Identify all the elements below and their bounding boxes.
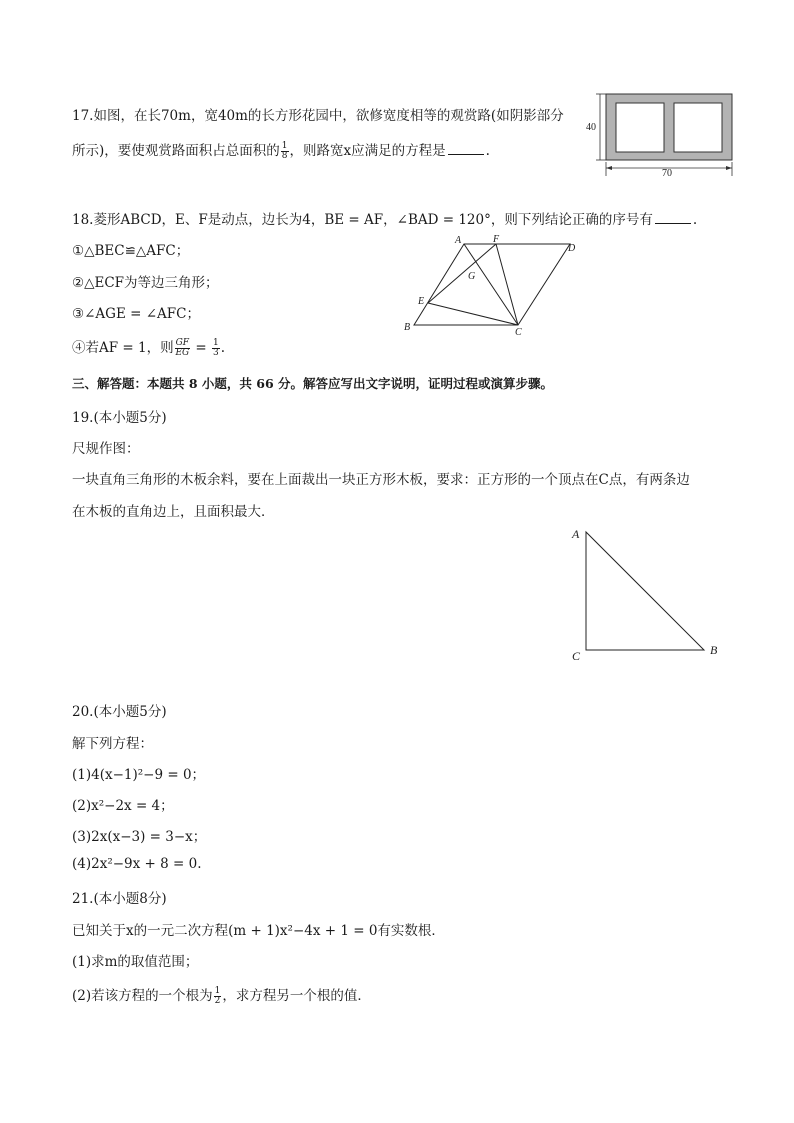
label-E: E <box>418 296 425 307</box>
right-triangle-ABC <box>586 532 704 650</box>
label-C: C <box>515 327 522 338</box>
frac1-den: EG <box>175 348 190 358</box>
frac2-num: 1 <box>212 338 219 348</box>
q21-p2-end: ，求方程另一个根的值． <box>222 988 371 1004</box>
frac2-den: 3 <box>212 348 219 358</box>
q17-line2 <box>72 139 490 161</box>
segment-FE <box>428 244 496 303</box>
label-A: A <box>572 527 580 541</box>
q21-frac-den: 2 <box>214 996 221 1006</box>
q18-stem-text: 18.菱形ABCD，E、F是动点，边长为4，BE = AF，∠BAD = 120°，则下列结论正确的序号有 <box>72 212 653 228</box>
frac1-num: GF <box>175 338 190 348</box>
q19-triangle-figure <box>566 522 730 666</box>
height-label: 40 <box>586 122 596 133</box>
q17-line2-a: 所示)，要使观赏路面积占总面积的 <box>72 143 280 159</box>
q17-fraction <box>281 142 289 161</box>
q18-opt4-frac2 <box>212 339 220 358</box>
label-B: B <box>404 322 411 333</box>
q17-line2-end: . <box>485 143 490 159</box>
q20-equation-3: (3)2x(x−3) = 3−x； <box>72 829 207 845</box>
q18-option-2: ②△ECF为等边三角形； <box>72 275 219 291</box>
q17-line1: 17.如图，在长70m，宽40m的长方形花园中，欲修宽度相等的观赏路(如阴影部分 <box>72 108 564 124</box>
diagonal-AC <box>464 244 518 325</box>
q19-line2: 在木板的直角边上，且面积最大． <box>72 504 275 520</box>
label-D: D <box>568 243 576 254</box>
q19-title: 19.(本小题5分) <box>72 410 167 426</box>
garden-plot-left <box>616 103 664 152</box>
q18-option-1: ①△BEC≌△AFC； <box>72 243 190 259</box>
q20-subtitle: 解下列方程： <box>72 736 153 752</box>
label-A: A <box>455 235 462 246</box>
q21-stem: 已知关于x的一元二次方程(m + 1)x²−4x + 1 = 0有实数根． <box>72 923 445 939</box>
rhombus-ABCD <box>414 244 570 325</box>
q21-part-2 <box>72 984 371 1006</box>
q18-opt4-text: ④若AF = 1，则 <box>72 340 174 356</box>
q17-frac-num: 1 <box>281 141 288 151</box>
q17-answer-blank <box>448 142 484 155</box>
label-B: B <box>710 643 718 657</box>
q18-opt4-frac1 <box>175 339 190 358</box>
q20-equation-4: (4)2x²−9x + 8 = 0. <box>72 856 202 872</box>
q18-stem-end: . <box>692 212 698 228</box>
q19-line1: 一块直角三角形的木板余料，要在上面裁出一块正方形木板，要求：正方形的一个顶点在C点，有两条边 <box>72 472 690 488</box>
garden-plot-right <box>674 103 722 152</box>
segment-FC <box>496 244 518 325</box>
segment-EC <box>428 303 518 325</box>
q17-frac-den: 8 <box>281 151 288 161</box>
section-3-heading: 三、解答题：本题共 8 小题，共 66 分。解答应写出文字说明，证明过程或演算步骤。 <box>72 376 554 391</box>
q18-rhombus-figure <box>396 230 596 340</box>
q18-answer-blank <box>655 211 691 224</box>
q21-part-1: (1)求m的取值范围； <box>72 954 199 970</box>
label-F: F <box>493 234 500 245</box>
q20-equation-1: (1)4(x−1)²−9 = 0； <box>72 767 206 783</box>
q21-p2-text: (2)若该方程的一个根为 <box>72 988 213 1004</box>
q20-title: 20.(本小题5分) <box>72 704 167 720</box>
q18-opt4-end: . <box>220 340 225 356</box>
q18-option-3: ③∠AGE = ∠AFC； <box>72 306 200 322</box>
q19-subtitle: 尺规作图： <box>72 441 140 457</box>
q17-garden-figure <box>582 88 742 180</box>
q17-line2-b: ，则路宽x应满足的方程是 <box>289 143 446 159</box>
width-label: 70 <box>662 168 672 179</box>
label-C: C <box>572 649 581 663</box>
label-G: G <box>468 271 476 282</box>
q21-fraction <box>214 987 222 1006</box>
q18-stem <box>72 208 697 228</box>
q21-frac-num: 1 <box>214 986 221 996</box>
q18-opt4-eq: = <box>191 340 211 356</box>
q20-equation-2: (2)x²−2x = 4； <box>72 798 174 814</box>
q18-option-4 <box>72 336 225 358</box>
q21-title: 21.(本小题8分) <box>72 891 167 907</box>
